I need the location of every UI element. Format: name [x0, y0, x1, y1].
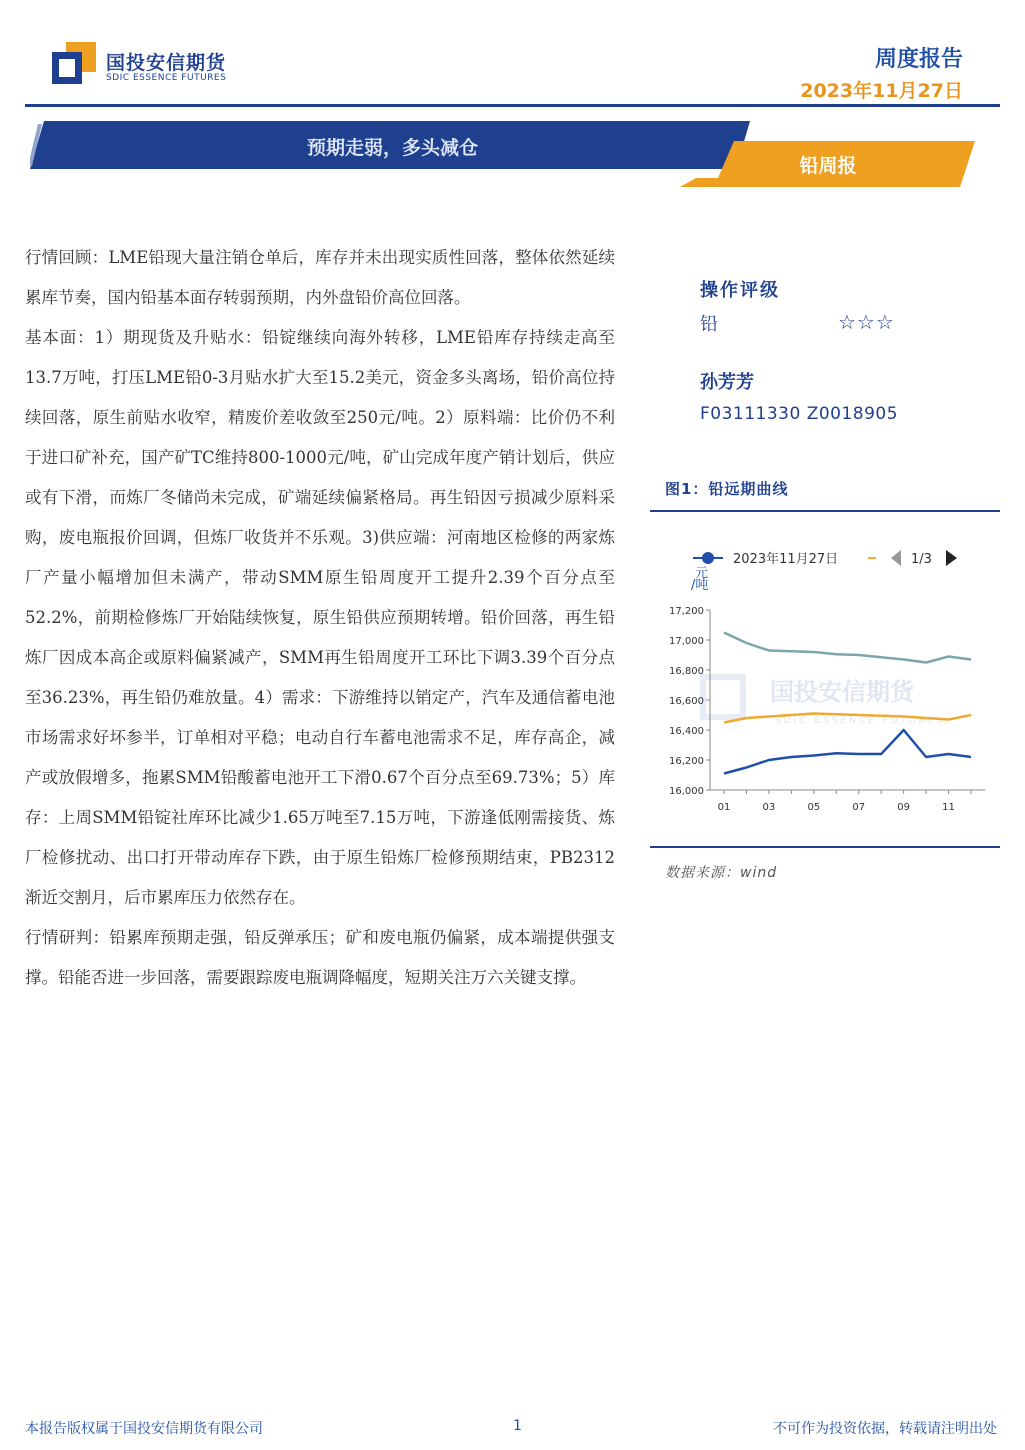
header-divider [25, 104, 1000, 107]
y-tick-label: 16,600 [669, 696, 704, 707]
analyst-info [700, 368, 1000, 424]
legend-pager: 1/3 [911, 552, 932, 567]
rating-title: 操作评级 [700, 280, 780, 301]
logo-cn-text: 国投安信期货 [106, 52, 227, 74]
y-tick-label: 16,200 [669, 756, 704, 767]
market-review-paragraph: 行情回顾：LME铅现大量注销仓单后，库存并未出现实质性回落，整体依然延续累库节奏，国内铅基本面存转弱预期，内外盘铅价高位回落。 [25, 248, 615, 307]
rating-commodity: 铅 [700, 314, 718, 335]
y-tick-label: 16,000 [669, 786, 704, 797]
outlook-paragraph: 行情研判：铅累库预期走强，铅反弹承压；矿和废电瓶仍偏紧，成本端提供强支撑。铅能否进一步回落，需要跟踪废电瓶调降幅度，短期关注万六关键支撑。 [25, 928, 615, 987]
report-date: 2023年11月27日 [800, 80, 963, 102]
page-number: 1 [513, 1418, 522, 1434]
chart-watermark-text: 国投安信期货 [770, 678, 914, 706]
series-line-3 [724, 730, 971, 774]
forward-curve-chart [655, 540, 1000, 830]
report-type: 周度报告 [874, 47, 963, 72]
company-logo [52, 40, 242, 90]
series-line-1 [724, 633, 971, 663]
legend-prev-arrow-icon[interactable] [891, 550, 901, 566]
x-tick-label: 11 [942, 802, 955, 813]
fundamentals-paragraph: 基本面：1）期现货及升贴水：铅锭继续向海外转移，LME铅库存持续走高至13.7万吨，打压LME铅0-3月贴水扩大至15.2美元，资金多头离场，铅价高位持续回落，原生前贴水收窄，精废价差收敛至250元/吨。2）原料端：比价仍不利于进口矿补充，国产矿TC维持800-1000元/吨，矿山完成年度产销计划后，供应或有下滑，而炼厂冬储尚未完成，矿端延续偏紧格局。再生铅因亏损减少原料采购，废电瓶报价回调，但炼厂收货并不乐观。3)供应端：河南地区检修的两家炼厂产量小幅增加但未满产，带动SMM原生铅周度开工提升2.39个百分点至52.2%，前期检修炼厂开始陆续恢复，原生铅供应预期转增。铅价回落，再生铅炼厂因成本高企或原料偏紧减产，SMM再生铅周度开工环比下调3.39个百分点至36.23%，再生铅仍难放量。4）需求：下游维持以销定产，汽车及通信蓄电池市场需求好坏参半，订单相对平稳；电动自行车蓄电池需求不足，库存高企，减产或放假增多，拖累SMM铅酸蓄电池开工下滑0.67个百分点至69.73%；5）库存：上周SMM铅锭社库环比减少1.65万吨至7.15万吨，下游逢低刚需接货、炼厂检修扰动、出口打开带动库存下跌，由于原生铅炼厂检修预期结束，PB2312渐近交割月，后市累库压力依然存在。 [25, 328, 615, 907]
x-tick-label: 01 [717, 802, 731, 813]
rating-row [700, 310, 920, 336]
legend-marker-icon [702, 552, 714, 564]
rating-box [700, 276, 920, 336]
figure-bottom-rule [650, 846, 1000, 848]
footer-copyright: 本报告版权属于国投安信期货有限公司 [25, 1421, 263, 1437]
logo-en-text: SDIC ESSENCE FUTURES [106, 73, 227, 83]
chart-watermark-en: SDIC ESSENCE FUTURES [775, 716, 946, 726]
x-tick-label: 03 [762, 802, 776, 813]
y-tick-label: 16,400 [669, 726, 704, 737]
y-axis-label-unit: /吨 [691, 578, 709, 593]
y-tick-label: 17,000 [669, 636, 704, 647]
watermark-logo-icon [703, 677, 743, 717]
x-tick-label: 05 [807, 802, 821, 813]
report-body [25, 238, 615, 998]
figure-top-rule [650, 510, 1000, 512]
star-rating-icon: ☆☆☆ [838, 310, 895, 334]
y-tick-label: 16,800 [669, 666, 704, 677]
analyst-name: 孙芳芳 [700, 372, 754, 393]
figure-source: 数据来源：wind [665, 865, 778, 881]
analyst-license-id: F03111330 Z0018905 [700, 404, 899, 424]
y-axis-label: 元 [695, 566, 709, 581]
report-tag: 铅周报 [799, 155, 857, 177]
x-tick-label: 07 [852, 802, 866, 813]
legend-label: 2023年11月27日 [733, 552, 839, 567]
figure-title: 图1：铅远期曲线 [665, 480, 789, 498]
x-tick-label: 09 [897, 802, 911, 813]
y-tick-label: 17,200 [669, 606, 704, 617]
report-headline: 预期走弱，多头减仓 [306, 137, 478, 159]
footer-disclaimer: 不可作为投资依据，转载请注明出处 [773, 1421, 997, 1437]
logo-mark-icon [52, 42, 96, 84]
legend-next-arrow-icon[interactable] [946, 550, 957, 566]
